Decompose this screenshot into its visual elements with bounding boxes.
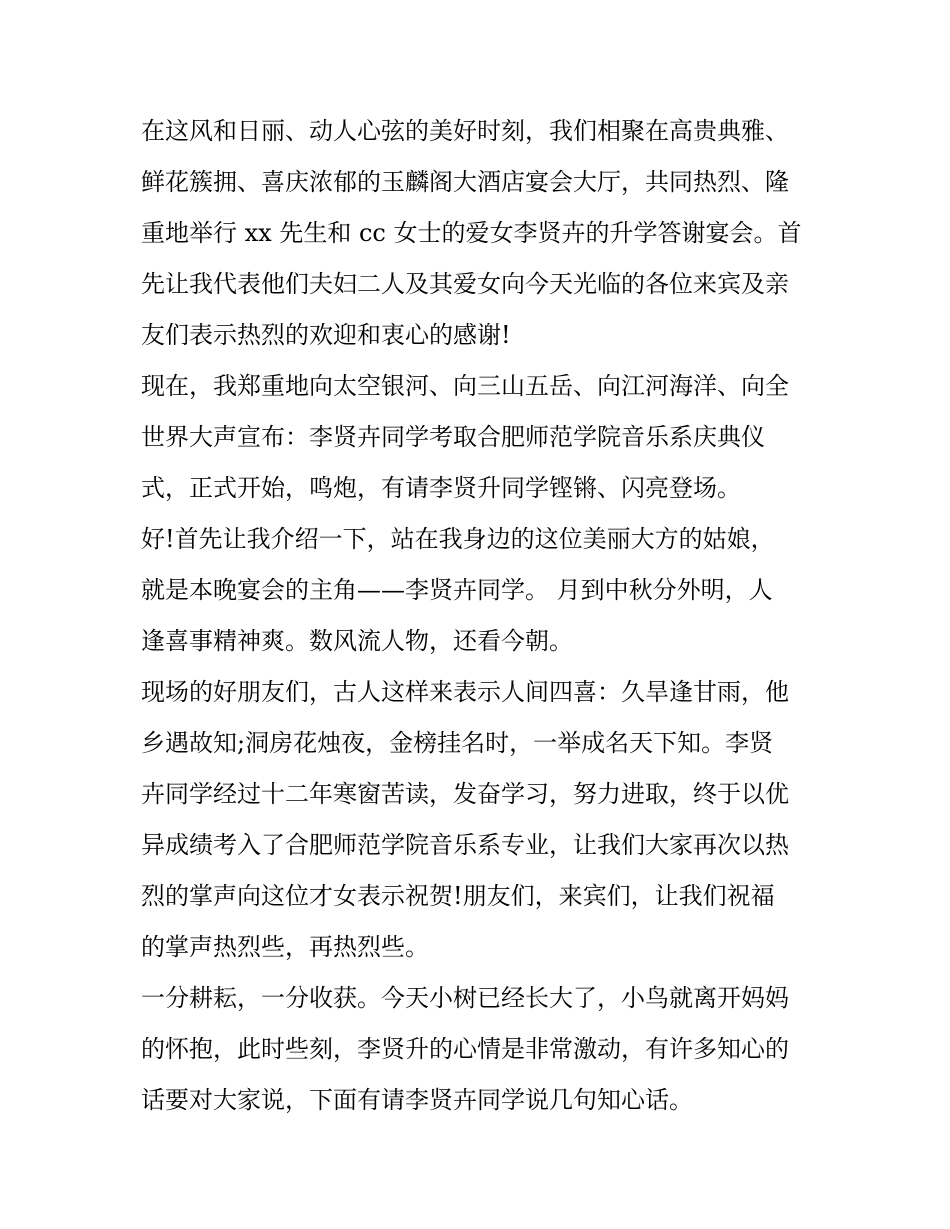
text-line-12: 现场的好朋友们，古人这样来表示人间四喜：久旱逢甘雨，他	[141, 678, 789, 706]
text-line-9: 好!首先让我介绍一下，站在我身边的这位美丽大方的姑娘，	[141, 525, 775, 553]
text-line-18: 一分耕耘，一分收获。今天小树已经长大了，小鸟就离开妈妈	[141, 984, 789, 1012]
text-line-16: 烈的掌声向这位才女表示祝贺!朋友们，来宾们，让我们祝福	[141, 882, 775, 910]
text-line-6: 现在，我郑重地向太空银河、向三山五岳、向江河海洋、向全	[141, 372, 789, 400]
text-line-10: 就是本晚宴会的主角——李贤卉同学。 月到中秋分外明，人	[141, 576, 773, 604]
text-line-5: 友们表示热烈的欢迎和衷心的感谢!	[141, 321, 511, 349]
text-line-17: 的掌声热烈些，再热烈些。	[141, 933, 429, 961]
text-line-8: 式，正式开始，鸣炮，有请李贤升同学铿锵、闪亮登场。	[141, 474, 741, 502]
text-line-11: 逢喜事精神爽。数风流人物，还看今朝。	[141, 627, 573, 655]
text-line-15: 异成绩考入了合肥师范学院音乐系专业，让我们大家再次以热	[141, 831, 789, 859]
text-line-7: 世界大声宣布：李贤卉同学考取合肥师范学院音乐系庆典仪	[141, 423, 765, 451]
text-line-19: 的怀抱，此时些刻，李贤升的心情是非常激动，有许多知心的	[141, 1035, 789, 1063]
text-line-14: 卉同学经过十二年寒窗苦读，发奋学习，努力进取，终于以优	[141, 780, 789, 808]
text-line-1: 在这风和日丽、动人心弦的美好时刻，我们相聚在高贵典雅、	[141, 117, 789, 145]
text-line-4: 先让我代表他们夫妇二人及其爱女向今天光临的各位来宾及亲	[141, 270, 789, 298]
text-line-2: 鲜花簇拥、喜庆浓郁的玉麟阁大酒店宴会大厅，共同热烈、隆	[141, 168, 789, 196]
text-line-3: 重地举行 xx 先生和 cc 女士的爱女李贤卉的升学答谢宴会。首	[141, 219, 802, 247]
text-line-20: 话要对大家说，下面有请李贤卉同学说几句知心话。	[141, 1086, 693, 1114]
text-line-13: 乡遇故知;洞房花烛夜，金榜挂名时，一举成名天下知。李贤	[141, 729, 774, 757]
document-body	[141, 106, 821, 1126]
